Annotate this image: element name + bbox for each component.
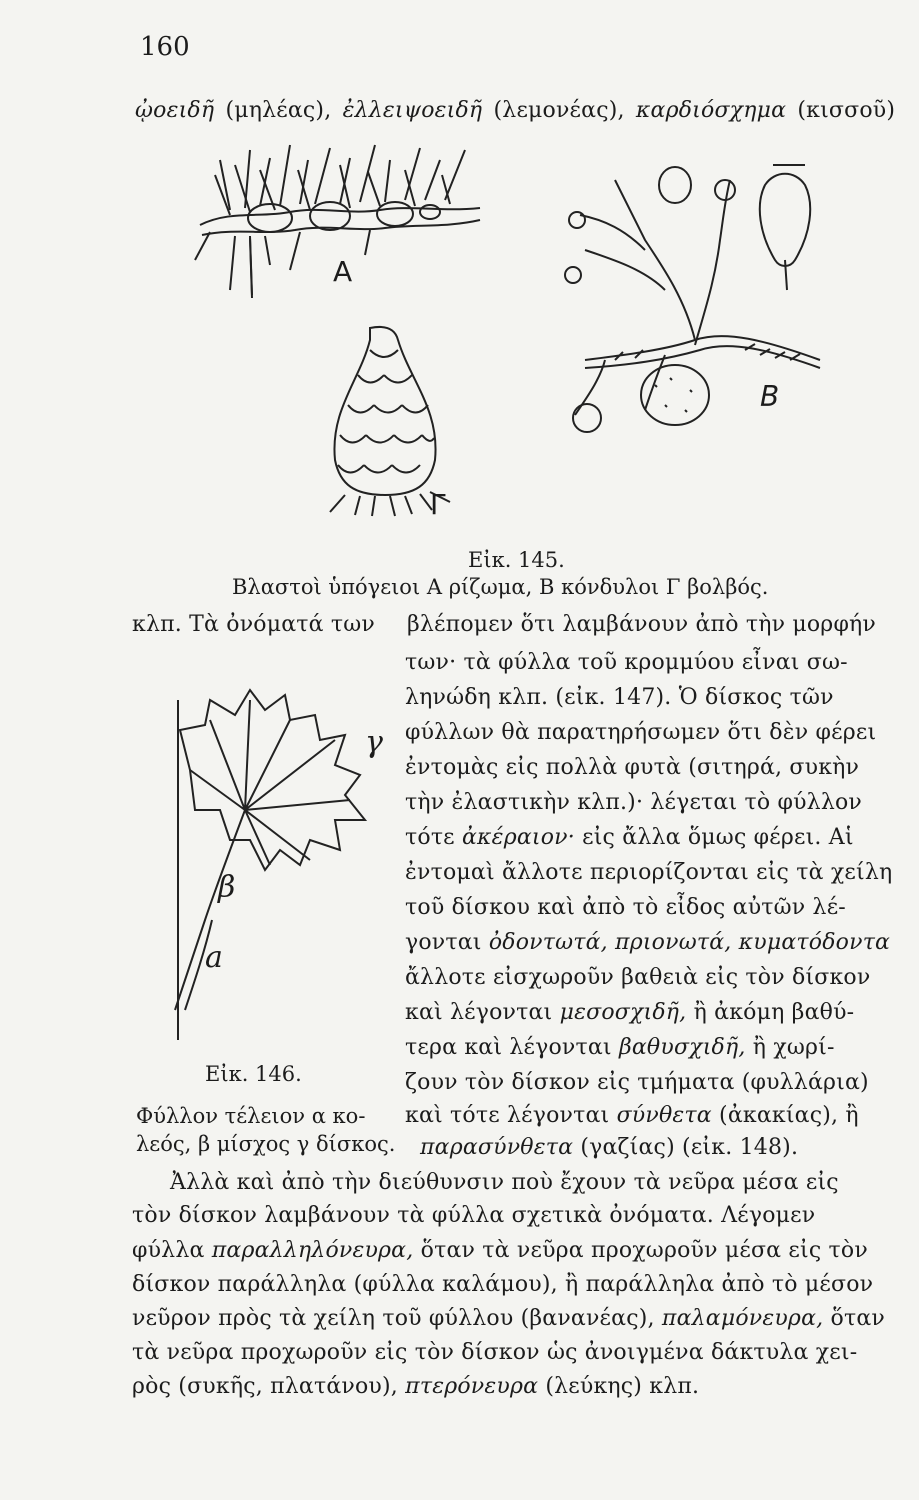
text-line-1: κλπ. Τὰ ὀνόματά των βλέπομεν ὅτι λαμβάνουν ἀπὸ τὴν μορφήν: [132, 612, 877, 637]
figure-145-number: Εἰκ. 145.: [468, 548, 565, 572]
leaf-illustration: [150, 680, 380, 1060]
term-elliptic: ἐλλειψοειδῆ: [342, 98, 483, 123]
text-line-23: ρὸς (συκῆς, πλατάνου), πτερόνευρα (λεύκης) κλπ.: [132, 1374, 700, 1399]
figure-145-label-g: Γ: [430, 488, 446, 521]
figure-145-caption: Βλαστοὶ ὑπόγειοι Α ρίζωμα, Β κόνδυλοι Γ βολβός.: [232, 575, 769, 599]
term-cordate: καρδιόσχημα: [635, 98, 787, 123]
figure-146-caption-line1: Φύλλον τέλειον α κο-: [136, 1104, 366, 1128]
text-line-15: καὶ τότε λέγονται σύνθετα (ἀκακίας), ἢ: [405, 1103, 859, 1128]
page-number: 160: [140, 32, 190, 62]
figure-146-label-g: γ: [365, 725, 383, 760]
term-palmate-veined: παλαμόνευρα,: [661, 1306, 824, 1331]
text-line-14: ζουν τὸν δίσκον εἰς τμήματα (φυλλάρια): [405, 1070, 869, 1095]
term-toothed: ὀδοντωτά, πριονωτά, κυματόδοντα: [488, 930, 891, 955]
text-line-9: τοῦ δίσκου καὶ ἀπὸ τὸ εἶδος αὐτῶν λέ-: [405, 895, 846, 920]
tubers-illustration: [545, 160, 825, 450]
top-line: ᾠοειδῆ (μηλέας), ἐλλειψοειδῆ (λεμονέας), καρδιόσχημα (κισσοῦ): [135, 98, 896, 123]
text-line-17: Ἀλλὰ καὶ ἀπὸ τὴν διεύθυνσιν ποὺ ἔχουν τὰ νεῦρα μέσα εἰς: [170, 1170, 839, 1195]
text-line-3: ληνώδη κλπ. (εἰκ. 147). Ὁ δίσκος τῶν: [405, 685, 834, 710]
figure-145-label-b: Β: [760, 380, 780, 413]
text-line-22: τὰ νεῦρα προχωροῦν εἰς τὸν δίσκον ὡς ἀνοιγμένα δάκτυλα χει-: [132, 1340, 858, 1365]
text-line-20: δίσκον παράλληλα (φύλλα καλάμου), ἢ παράλληλα ἀπὸ τὸ μέσον: [132, 1272, 874, 1297]
term-compound: σύνθετα: [616, 1103, 712, 1128]
text-line-16: παρασύνθετα (γαζίας) (εἰκ. 148).: [420, 1135, 799, 1160]
text-line-7: τότε ἀκέραιον· εἰς ἄλλα ὅμως φέρει. Αἱ: [405, 825, 854, 850]
text-line-10: γονται ὀδοντωτά, πριονωτά, κυματόδοντα: [405, 930, 891, 955]
term-entire: ἀκέραιον·: [462, 825, 575, 850]
text-line-19: φύλλα παραλληλόνευρα, ὅταν τὰ νεῦρα προχωροῦν μέσα εἰς τὸν: [132, 1238, 868, 1263]
text-line-4: φύλλων θὰ παρατηρήσωμεν ὅτι δὲν φέρει: [405, 720, 877, 745]
text-line-2: των· τὰ φύλλα τοῦ κρομμύου εἶναι σω-: [405, 650, 848, 675]
term-parallel-veined: παραλληλόνευρα,: [211, 1238, 414, 1263]
figure-146-label-a: a: [205, 940, 223, 975]
term-decompound: παρασύνθετα: [420, 1135, 574, 1160]
term-pinnate-veined: πτερόνευρα: [405, 1374, 539, 1399]
text-line-11: ἄλλοτε εἰσχωροῦν βαθειὰ εἰς τὸν δίσκον: [405, 965, 871, 990]
text-line-5: ἐντομὰς εἰς πολλὰ φυτὰ (σιτηρά, συκὴν: [405, 755, 860, 780]
figure-146-number: Εἰκ. 146.: [205, 1062, 302, 1086]
term-bathyschide: βαθυσχιδῆ,: [618, 1035, 746, 1060]
text-line-21: νεῦρον πρὸς τὰ χείλη τοῦ φύλλου (βανανέας), παλαμόνευρα, ὅταν: [132, 1306, 885, 1331]
term-ovoid: ᾠοειδῆ: [135, 98, 215, 123]
text-line-18: τὸν δίσκον λαμβάνουν τὰ φύλλα σχετικὰ ὀνόματα. Λέγομεν: [132, 1203, 816, 1228]
text-line-8: ἐντομαὶ ἄλλοτε περιορίζονται εἰς τὰ χείλη: [405, 860, 893, 885]
figure-146-label-b: β: [218, 870, 236, 905]
text-line-12: καὶ λέγονται μεσοσχιδῆ, ἢ ἀκόμη βαθύ-: [405, 1000, 855, 1025]
term-mesoschide: μεσοσχιδῆ,: [559, 1000, 687, 1025]
text-line-6: τὴν ἐλαστικὴν κλπ.)· λέγεται τὸ φύλλον: [405, 790, 862, 815]
figure-146-caption-line2: λεός, β μίσχος γ δίσκος.: [136, 1132, 396, 1156]
figure-145-label-a: Α: [333, 255, 353, 288]
text-line-13: τερα καὶ λέγονται βαθυσχιδῆ, ἢ χωρί-: [405, 1035, 835, 1060]
